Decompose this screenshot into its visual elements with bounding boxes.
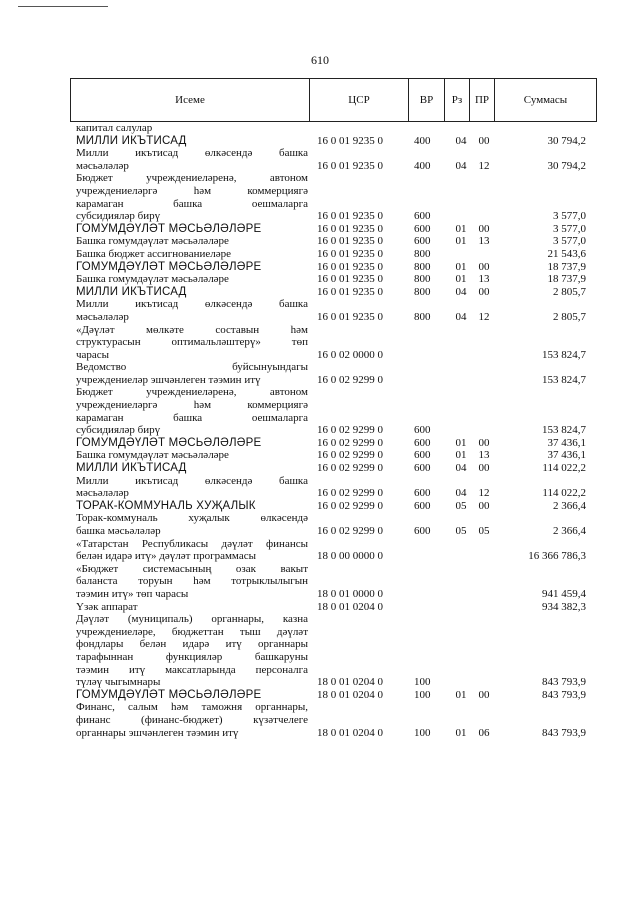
row-name-line: МИЛЛИ ИКЪТИСАД [76,462,187,475]
header-name: Исеме [175,94,205,106]
row-name-line: Башка гомумдәүләт мәсьәләләре [76,273,229,286]
top-rule [18,6,108,7]
table-row [76,462,590,475]
row-vr: 100 [414,676,431,689]
table-row [76,261,590,274]
row-name-line: структурасын оптимальләштерү» төп [76,336,308,349]
table-row [76,324,590,362]
row-name-line: учреждениеләргә һәм коммерциягә [76,399,308,412]
row-rz: 01 [455,436,467,449]
row-sum: 30 794,2 [547,159,586,172]
row-name-line: Башка гомумдәүләт мәсьәләләре [76,449,229,462]
header-csr: ЦСР [348,94,370,106]
row-name-line: фондлары белән идарә итү органнары [76,638,308,651]
row-csr: 16 0 01 9235 0 [317,310,383,323]
row-csr: 16 0 01 9235 0 [317,260,383,273]
table-row [76,386,590,436]
row-sum: 2 366,4 [553,525,586,537]
row-name-line: мәсьәләләр [76,159,129,172]
row-name-line: тәэмин итү максатларында персоналга [76,663,308,676]
row-name-line: Милли икътисад өлкәсендә башка [76,474,308,487]
row-rz: 01 [455,222,467,235]
row-csr: 16 0 02 9299 0 [317,462,383,475]
table-row [76,500,590,513]
row-rz: 01 [455,260,467,273]
row-name-line: тәэмин итү» төп чарасы [76,587,189,600]
row-name [76,701,308,739]
table-row [76,601,590,614]
row-vr: 600 [414,449,431,462]
row-sum: 114 022,2 [542,462,586,475]
row-vr: 400 [414,134,431,147]
row-name-line: карамаган башка оешмаларга [76,411,308,424]
row-sum: 18 737,9 [547,273,586,286]
row-vr: 100 [414,688,431,701]
row-csr: 16 0 02 9299 0 [317,373,383,386]
row-name-line: Башка гомумдәүләт мәсьәләләре [76,235,229,248]
row-csr: 18 0 01 0204 0 [317,676,383,689]
row-pr: 00 [478,436,490,449]
table-row [76,147,590,172]
row-name [76,512,308,537]
row-sum: 18 737,9 [547,260,586,273]
row-csr: 16 0 02 9299 0 [317,499,383,512]
row-csr: 16 0 02 9299 0 [317,424,383,437]
row-name-line: баланста торуын һәм тотрыклылыгын [76,575,308,588]
row-name-line: органнары эшчәнлеген тәэмин итү [76,726,239,739]
header-sum: Суммасы [523,94,568,106]
row-rz: 04 [455,310,467,323]
row-rz: 05 [455,525,467,537]
row-vr: 600 [414,499,431,512]
row-sum: 2 366,4 [553,499,586,512]
table-row [76,135,590,148]
row-csr: 16 0 01 9235 0 [317,134,383,147]
row-pr: 13 [478,235,490,248]
row-pr: 00 [478,134,490,147]
row-csr: 18 0 01 0204 0 [317,600,383,613]
row-vr: 800 [414,285,431,298]
table-row [76,613,590,689]
row-rz: 01 [455,726,467,739]
row-name-line: субсидияләр бирү [76,210,161,223]
row-vr: 600 [414,235,431,248]
row-name [76,538,308,563]
row-vr: 600 [414,525,431,537]
row-rz: 04 [455,285,467,298]
row-csr: 16 0 01 9235 0 [317,273,383,286]
row-sum: 3 577,0 [553,222,586,235]
row-sum: 30 794,2 [547,134,586,147]
row-rz: 01 [455,449,467,462]
row-name-line: ГОМУМДӘҮЛӘТ МӘСЬӘЛӘЛӘРЕ [76,222,262,235]
row-csr: 16 0 02 9299 0 [317,436,383,449]
table-row [76,223,590,236]
row-name [76,261,308,274]
row-pr: 13 [478,449,490,462]
row-name-line: мәсьәләләр [76,310,129,323]
row-vr: 400 [414,159,431,172]
table-row [76,437,590,450]
row-vr: 600 [414,424,431,437]
row-vr: 600 [414,487,431,500]
row-name [76,601,308,614]
row-name [76,147,308,172]
row-csr: 16 0 01 9235 0 [317,159,383,172]
row-csr: 18 0 00 0000 0 [317,550,383,563]
row-name [76,361,308,386]
row-name-line: ГОМУМДӘҮЛӘТ МӘСЬӘЛӘЛӘРЕ [76,688,262,701]
table-row [76,701,590,739]
row-name [76,449,308,462]
table-row [76,538,590,563]
table-row [76,286,590,299]
row-sum: 843 793,9 [542,726,586,739]
row-name-line: Торак-коммуналь хуҗалык өлкәсендә [76,512,308,525]
row-pr: 00 [478,260,490,273]
table-row [76,512,590,537]
row-name-line: белән идарә итү» дәүләт программасы [76,550,256,563]
row-name [76,475,308,500]
row-csr: 16 0 02 9299 0 [317,487,383,500]
table-row [76,122,590,135]
row-name-line: учреждениеләргә һәм коммерциягә [76,184,308,197]
row-rz: 01 [455,235,467,248]
row-sum: 21 543,6 [547,247,586,260]
row-sum: 37 436,1 [547,449,586,462]
row-sum: 843 793,9 [542,676,586,689]
row-sum: 153 824,7 [542,348,586,361]
row-name-line: ТОРАК-КОММУНАЛЬ ХУҖАЛЫК [76,499,256,512]
row-vr: 600 [414,210,431,223]
row-name [76,500,308,513]
row-vr: 800 [414,247,431,260]
row-csr: 18 0 01 0204 0 [317,726,383,739]
row-sum: 2 805,7 [553,285,586,298]
row-csr: 18 0 01 0204 0 [317,688,383,701]
row-name-line: чарасы [76,348,110,361]
row-name-line: «Татарстан Республикасы дәүләт финансы [76,537,308,550]
row-name-line: Үзәк аппарат [76,600,138,613]
row-pr: 12 [478,159,490,172]
row-name [76,135,308,148]
row-name [76,298,308,323]
row-rz: 04 [455,159,467,172]
row-csr: 16 0 02 9299 0 [317,525,383,537]
row-csr: 16 0 01 9235 0 [317,247,383,260]
row-rz: 04 [455,462,467,475]
row-csr: 16 0 02 9299 0 [317,449,383,462]
row-name-line: карамаган башка оешмаларга [76,197,308,210]
row-vr: 600 [414,462,431,475]
row-vr: 800 [414,310,431,323]
row-pr: 00 [478,499,490,512]
row-name-line: МИЛЛИ ИКЪТИСАД [76,285,187,298]
table-row [76,361,590,386]
row-name-line: Дәүләт (муниципаль) органнары, казна [76,613,308,626]
row-sum: 941 459,4 [542,587,586,600]
row-rz: 04 [455,487,467,500]
row-sum: 37 436,1 [547,436,586,449]
row-name [76,273,308,286]
row-name-line: Бюджет учреждениеләренә, автоном [76,386,308,399]
row-name [76,248,308,261]
table-row [76,449,590,462]
row-name [76,286,308,299]
row-csr: 16 0 01 9235 0 [317,222,383,235]
row-name-line: капитал салулар [76,122,153,134]
table-row [76,172,590,222]
header-vr: ВР [419,94,434,106]
row-pr: 00 [478,462,490,475]
table-row [76,235,590,248]
row-vr: 600 [414,222,431,235]
row-vr: 100 [414,726,431,739]
page-number: 610 [311,53,329,67]
row-csr: 18 0 01 0000 0 [317,587,383,600]
row-sum: 153 824,7 [542,373,586,386]
row-vr: 800 [414,260,431,273]
row-name-line: ГОМУМДӘҮЛӘТ МӘСЬӘЛӘЛӘРЕ [76,436,262,449]
row-name-line: субсидияләр бирү [76,424,161,437]
row-name [76,235,308,248]
row-sum: 3 577,0 [553,210,586,223]
row-pr: 00 [478,222,490,235]
row-name [76,223,308,236]
table-row [76,563,590,601]
row-name [76,563,308,601]
table-header [70,78,597,122]
row-sum: 16 366 786,3 [528,550,586,563]
row-pr: 12 [478,487,490,500]
row-name-line: МИЛЛИ ИКЪТИСАД [76,134,187,147]
header-pr: ПР [474,94,490,106]
row-sum: 114 022,2 [542,487,586,500]
row-rz: 04 [455,134,467,147]
row-name-line: мәсьәләләр [76,487,129,500]
table-body [76,122,590,739]
row-sum: 843 793,9 [542,688,586,701]
row-pr: 13 [478,273,490,286]
row-name-line: түләү чыгымнары [76,676,161,689]
row-name-line: ГОМУМДӘҮЛӘТ МӘСЬӘЛӘЛӘРЕ [76,260,262,273]
row-name [76,689,308,702]
row-name [76,613,308,689]
row-vr: 600 [414,436,431,449]
row-name-line: тарафыннан функцияләр башкаруны [76,650,308,663]
table-row [76,273,590,286]
row-name [76,172,308,222]
row-csr: 16 0 01 9235 0 [317,285,383,298]
row-sum: 153 824,7 [542,424,586,437]
row-rz: 01 [455,273,467,286]
row-sum: 934 382,3 [542,600,586,613]
row-pr: 00 [478,688,490,701]
row-name-line: Милли икътисад өлкәсендә башка [76,147,308,160]
row-csr: 16 0 01 9235 0 [317,235,383,248]
row-csr: 16 0 01 9235 0 [317,210,383,223]
row-pr: 06 [478,726,490,739]
row-rz: 01 [455,688,467,701]
table-row [76,689,590,702]
row-name-line: Финанс, салым һәм таможня органнары, [76,701,308,714]
row-name-line: «Бюджет системасының озак вакыт [76,562,308,575]
header-rz: Рз [451,94,463,106]
row-name [76,386,308,436]
row-name-line: Бюджет учреждениеләренә, автоном [76,172,308,185]
table-row [76,475,590,500]
row-sum: 2 805,7 [553,310,586,323]
row-pr: 12 [478,310,490,323]
row-pr: 05 [478,525,490,537]
row-name-line: учреждениеләре, бюджеттан тыш дәүләт [76,625,308,638]
row-name-line: Ведомство буйсынуындагы [76,361,308,374]
row-csr: 16 0 02 0000 0 [317,348,383,361]
row-vr: 800 [414,273,431,286]
row-name-line: башка мәсьәләләр [76,525,161,537]
row-pr: 00 [478,285,490,298]
row-name [76,324,308,362]
table-row [76,298,590,323]
row-name-line: учреждениеләр эшчәнлеген тәэмин итү [76,373,261,386]
row-name-line: финанс (финанс-бюджет) күзәтчелеге [76,713,308,726]
row-name [76,122,308,135]
row-name-line: Башка бюджет ассигнованиеләре [76,247,231,260]
row-name [76,462,308,475]
row-name-line: «Дәүләт мөлкәте составын һәм [76,323,308,336]
row-name [76,437,308,450]
row-sum: 3 577,0 [553,235,586,248]
row-rz: 05 [455,499,467,512]
row-name-line: Милли икътисад өлкәсендә башка [76,298,308,311]
table-row [76,248,590,261]
